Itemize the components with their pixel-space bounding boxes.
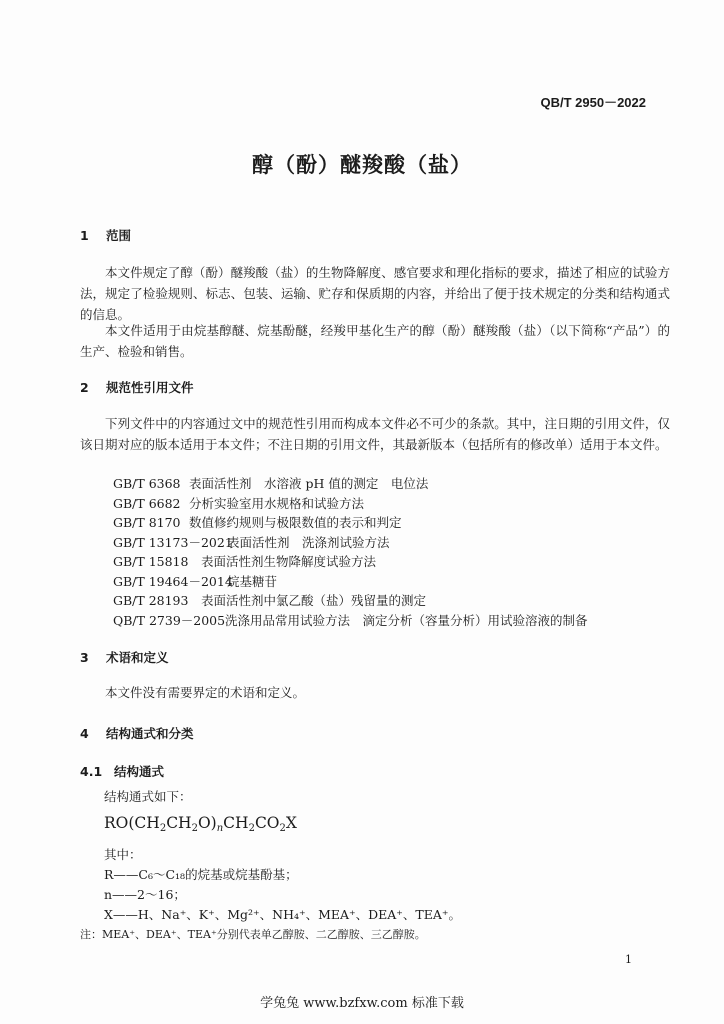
reference-item xyxy=(113,552,376,572)
subsection-title: 结构通式 xyxy=(114,764,165,779)
reference-title: 表面活性剂中氯乙酸（盐）残留量的测定 xyxy=(201,593,427,608)
reference-code: GB/T 6368 xyxy=(113,476,181,491)
reference-title: 表面活性剂 水溶液 pH 值的测定 电位法 xyxy=(189,476,429,491)
footer-watermark: 学兔兔 www.bzfxw.com 标准下载 xyxy=(260,996,464,1011)
reference-item xyxy=(113,474,428,494)
section-title: 结构通式和分类 xyxy=(106,726,194,741)
section-title: 规范性引用文件 xyxy=(106,380,194,395)
scope-paragraph-1: 本文件规定了醇（酚）醚羧酸（盐）的生物降解度、感官要求和理化指标的要求，描述了相应的试验方法，规定了检验规则、标志、包装、运输、贮存和保质期的内容，并给出了便于技术规定的分类和结构通式的信息。 xyxy=(80,265,670,322)
subsection-4-1-heading xyxy=(80,762,164,780)
reference-item xyxy=(113,494,364,514)
section-number: 3 xyxy=(80,650,89,665)
reference-title: 表面活性剂 洗涤剂试验方法 xyxy=(227,534,390,550)
section-2-heading xyxy=(80,378,194,396)
where-label: 其中： xyxy=(104,847,142,862)
page-number: 1 xyxy=(625,953,632,966)
r-definition: R——C₆～C₁₈的烷基或烷基酚基； xyxy=(104,867,298,882)
reference-item xyxy=(113,572,277,592)
section-3-heading xyxy=(80,648,169,666)
section-title: 范围 xyxy=(106,228,132,243)
reference-title: 分析实验室用水规格和试验方法 xyxy=(189,495,365,511)
section-4-heading xyxy=(80,724,194,742)
section-number: 1 xyxy=(80,228,89,243)
section-1-heading xyxy=(80,226,131,244)
document-title: 醇（酚）醚羧酸（盐） xyxy=(252,153,472,177)
reference-title: 表面活性剂生物降解度试验方法 xyxy=(201,554,377,569)
section-title: 术语和定义 xyxy=(106,650,169,665)
standard-code: QB/T 2950－2022 xyxy=(540,95,646,110)
x-definition: X——H、Na⁺、K⁺、Mg²⁺、NH₄⁺、MEA⁺、DEA⁺、TEA⁺。 xyxy=(104,907,461,922)
references-paragraph: 下列文件中的内容通过文中的规范性引用而构成本文件必不可少的条款。其中，注日期的引用文件，仅该日期对应的版本适用于本文件；不注日期的引用文件，其最新版本（包括所有的修改单）适用于本文件。 xyxy=(80,416,670,452)
subsection-number: 4.1 xyxy=(80,764,103,779)
n-definition: n——2～16； xyxy=(104,887,186,902)
formula-note: 注：MEA⁺、DEA⁺、TEA⁺分别代表单乙醇胺、二乙醇胺、三乙醇胺。 xyxy=(80,928,426,941)
reference-title: 烷基糖苷 xyxy=(227,573,278,589)
reference-code: GB/T 19464－2014 xyxy=(113,573,233,589)
structural-formula: $RO(CH_2CH_2O)_nCH_2CO_2X$ xyxy=(104,814,297,834)
reference-item xyxy=(113,533,390,553)
reference-code: GB/T 15818 xyxy=(113,554,189,569)
reference-item xyxy=(113,591,426,611)
scope-paragraph-2: 本文件适用于由烷基醇醚、烷基酚醚，经羧甲基化生产的醇（酚）醚羧酸（盐）（以下简称“产品”）的生产、检验和销售。 xyxy=(80,323,670,359)
terms-paragraph: 本文件没有需要界定的术语和定义。 xyxy=(105,685,306,700)
reference-title: 洗涤用品常用试验方法 滴定分析（容量分析）用试验溶液的制备 xyxy=(225,612,588,628)
reference-title: 数值修约规则与极限数值的表示和判定 xyxy=(189,515,402,530)
section-number: 2 xyxy=(80,380,89,395)
reference-code: GB/T 13173－2021 xyxy=(113,534,233,550)
section-number: 4 xyxy=(80,726,89,741)
reference-item xyxy=(113,611,588,631)
reference-code: GB/T 8170 xyxy=(113,515,181,530)
reference-code: GB/T 28193 xyxy=(113,593,189,608)
reference-item xyxy=(113,513,402,533)
formula-intro: 结构通式如下： xyxy=(104,789,192,804)
reference-code: GB/T 6682 xyxy=(113,495,181,511)
reference-code: QB/T 2739－2005 xyxy=(113,612,226,628)
